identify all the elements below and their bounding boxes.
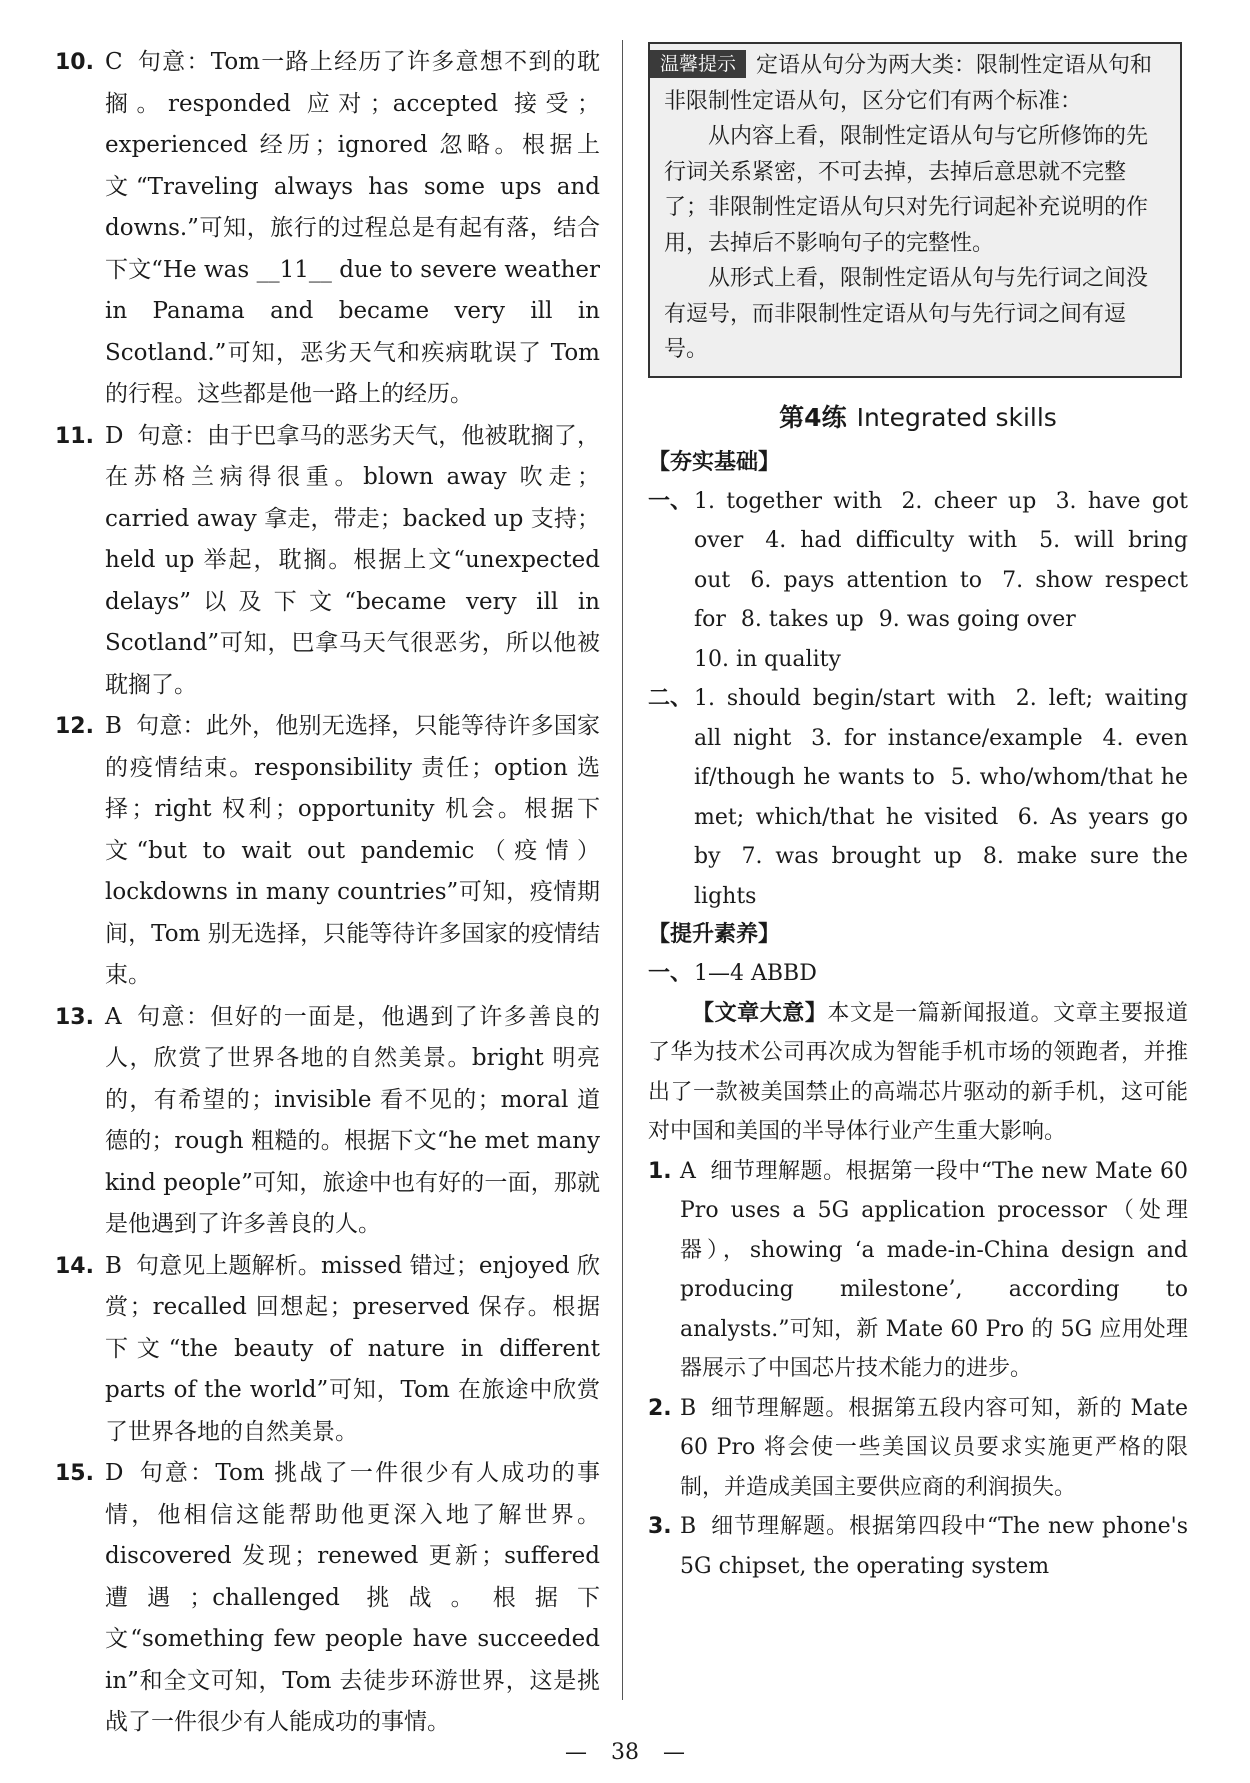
lesson-name: Integrated skills [856,402,1057,432]
answer-letter: B [105,713,122,739]
lesson-number: 第4练 [779,402,847,432]
answer: 6. pays attention to [750,567,983,593]
answer-item-14 [55,1246,600,1454]
answer: 7. show respect for [694,567,1188,632]
explanation-text: 细节理解题。根据第一段中“The new Mate 60 Pro uses a 5G application processor（处理器），showing ‘a made-in-China design and producing milestone’, according to analysts.”可知，新 Mate 60 Pro 的 5G 应用处理器展示了中国芯片技术能力的进步。 [680,1158,1188,1381]
exercise-2 [648,679,1188,916]
answer-letter: B [105,1252,122,1279]
section-heading-basics: 【夯实基础】 [648,449,781,475]
summary-text: 本文是一篇新闻报道。文章主要报道了华为技术公司再次成为智能手机市场的领跑者，并推出了一款被美国禁止的高端芯片驱动的新手机，这可能对中国和美国的半导体行业产生重大影响。 [648,1000,1188,1144]
right-column [648,42,1188,1586]
explanation-text: 句意：由于巴拿马的恶劣天气，他被耽搁了，在苏格兰病得很重。blown away 吹走；carried away 拿走，带走；backed up 支持；held up 举起，耽搁。根据上文“unexpected delays”以及下文“became very ill in Scotland”可知，巴拿马天气很恶劣，所以他被耽搁了。 [105,422,600,698]
footer-dash-right: — [663,1740,685,1765]
explanation-text: 细节理解题。根据第四段中“The new phone's 5G chipset, the operating system [680,1514,1188,1579]
left-column [55,42,600,1744]
footer-dash-left: — [565,1740,587,1765]
page-number: 38 [611,1740,639,1765]
answer-item-12 [55,706,600,997]
answer: 8. takes up [740,607,864,632]
page-footer [0,1740,1250,1765]
answer-item-15 [55,1453,600,1744]
reading-item-2 [648,1389,1188,1508]
answer: 4. even if/though he wants to [694,725,1188,790]
section-heading-improve: 【提升素养】 [648,922,781,947]
tip-box [648,42,1182,378]
item-number: 2. [648,1395,672,1421]
explanation-text: 句意：Tom一路上经历了许多意想不到的耽搁。responded 应对；accepted 接受；experienced 经历；ignored 忽略。根据上文“Traveling always has some ups and downs.”可知，旅行的过程总是有起有落，结合下文“He was __11__ due to severe weather in Panama and became very ill in Scotland.”可知，恶劣天气和疾病耽误了 Tom 的行程。这些都是他一路上的经历。 [105,49,600,407]
item-number: 12. [55,714,94,739]
explanation-text: 句意见上题解析。missed 错过；enjoyed 欣赏；recalled 回想起；preserved 保存。根据下文“the beauty of nature in different parts of the world”可知，Tom 在旅途中欣赏了世界各地的自然美景。 [105,1252,600,1445]
lesson-title [648,398,1188,434]
answer-letter: A [680,1158,696,1184]
explanation-text: 句意：此外，他别无选择，只能等待许多国家的疫情结束。responsibility 责任；option 选择；right 权利；opportunity 机会。根据下文“but to wait out pandemic（疫情）lockdowns in many countries”可知，疫情期间，Tom 别无选择，只能等待许多国家的疫情结束。 [105,713,600,988]
item-number: 11. [55,423,94,449]
reading-item-3 [648,1507,1188,1586]
explanation-text: 句意：Tom 挑战了一件很少有人成功的事情，他相信这能帮助他更深入地了解世界。discovered 发现；renewed 更新；suffered 遭遇；challenged 挑战。根据下文“something few people have succeeded in”和全文可知，Tom 去徒步环游世界，这是挑战了一件很少有人能成功的事情。 [105,1460,600,1735]
answer: 8. make sure the lights [694,844,1189,909]
answer: 6. As years go by [694,804,1188,869]
answer-group: 1—4 ABBD [694,961,817,986]
item-number: 3. [648,1514,672,1539]
summary-tag: 【文章大意】 [692,1000,828,1026]
answer: 10. in quality [694,646,841,672]
answer: 4. had difficulty with [765,528,1018,553]
explanation-text: 细节理解题。根据第五段内容可知，新的 Mate 60 Pro 将会使一些美国议员要求实施更严格的限制，并造成美国主要供应商的利润损失。 [680,1395,1188,1500]
explanation-text: 句意：但好的一面是，他遇到了许多善良的人，欣赏了世界各地的自然美景。bright 明亮的，有希望的；invisible 看不见的；moral 道德的；rough 粗糙的。根据下文“he met many kind people”可知，旅途中也有好的一面，那就是他遇到了许多善良的人。 [105,1003,600,1237]
exercise-3 [648,954,1188,994]
answer-letter: C [105,49,123,75]
answer: 5. who/whom/that he met; which/that he visited [694,765,1188,830]
answer-item-11 [55,416,600,707]
answer-letter: B [680,1395,697,1421]
answer: 2. left; waiting all night [694,686,1189,751]
column-divider [622,40,623,1700]
item-number: 10. [55,50,94,75]
article-summary [648,994,1188,1152]
item-number: 1. [648,1158,672,1184]
answer-letter: B [680,1514,697,1539]
answer-item-10 [55,42,600,416]
tip-label: 温馨提示 [650,50,746,78]
exercise-1 [648,482,1188,680]
exercise-label: 一、 [648,488,693,514]
tip-paragraph-2: 从内容上看，限制性定语从句与它所修饰的先行词关系紧密，不可去掉，去掉后意思就不完整了；非限制性定语从句只对先行词起补充说明的作用，去掉后不影响句子的完整性。 [664,124,1149,256]
answer: 1. together with [694,488,883,514]
answer: 5. will bring out [694,528,1189,593]
answer: 3. have got over [694,488,1188,553]
answer: 3. for instance/example [811,725,1083,751]
answer: 2. cheer up [901,488,1037,514]
tip-paragraph-1: 定语从句分为两大类：限制性定语从句和非限制性定语从句，区分它们有两个标准： [664,53,1153,114]
answer: 7. was brought up [741,844,962,869]
reading-item-1 [648,1152,1188,1389]
answer-letter: D [105,422,124,449]
item-number: 14. [55,1253,94,1279]
answer-letter: D [105,1460,124,1486]
answer: 1. should begin/start with [694,686,996,711]
answer-letter: A [105,1003,122,1030]
exercise-label: 二、 [648,686,693,711]
item-number: 15. [55,1461,94,1486]
item-number: 13. [55,1004,94,1030]
answer: 9. was going over [878,607,1076,632]
tip-paragraph-3: 从形式上看，限制性定语从句与先行词之间没有逗号，而非限制性定语从句与先行词之间有逗号。 [664,266,1149,362]
exercise-label: 一、 [648,961,693,986]
answer-item-13 [55,997,600,1246]
